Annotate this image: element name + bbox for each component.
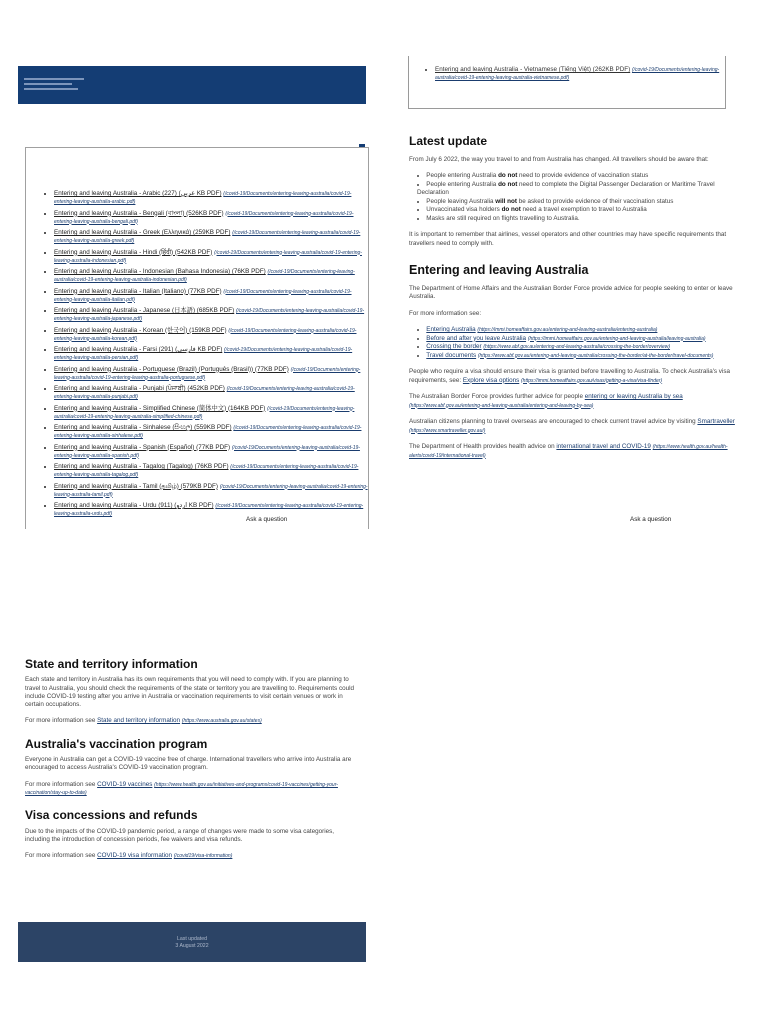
health-text: The Department of Health provides health advice on: [409, 443, 557, 450]
link-url[interactable]: (/covid-19/Documents/entering-leaving-australia/covid-19-entering-leaving-australia-arabic.pdf): [54, 191, 352, 205]
list-item[interactable]: [54, 249, 368, 265]
list-item[interactable]: [54, 190, 368, 206]
language-list: [26, 190, 368, 518]
language-link[interactable]: Entering and leaving Australia - Hindi (हिंदी) (542KB PDF): [54, 248, 213, 256]
list-item[interactable]: [54, 346, 368, 362]
entering-link[interactable]: Entering Australia: [426, 326, 476, 333]
government-crest-logo[interactable]: [24, 75, 84, 93]
header-banner: [18, 66, 366, 104]
link-url[interactable]: (https://immi.homeaffairs.gov.au/entering-and-leaving-australia/leaving-australia): [527, 335, 706, 342]
list-item: [417, 206, 739, 215]
list-item[interactable]: [54, 288, 368, 304]
entering-link[interactable]: Crossing the border: [426, 343, 482, 350]
link-url[interactable]: (/covid-19/Documents/entering-leaving-australia/covid-19-entering-leaving-australia-vietnamese.pdf): [435, 67, 720, 81]
bullet-text: Unvaccinated visa holders: [426, 206, 502, 213]
link-url[interactable]: (/covid-19/Documents/entering-leaving-australia/covid-19-entering-leaving-australia-korean.pdf): [54, 327, 357, 342]
language-list-panel: [25, 147, 369, 529]
list-item[interactable]: [417, 335, 739, 344]
language-link[interactable]: Entering and leaving Australia - Spanish (Español) (77KB PDF): [54, 443, 231, 451]
bullet-emphasis: do not: [498, 180, 518, 188]
list-item: [417, 198, 739, 207]
international-travel-link[interactable]: international travel and COVID-19: [556, 443, 651, 450]
entering-link[interactable]: Travel documents: [426, 351, 477, 359]
bullet-text: need to provide evidence of vaccination status: [517, 172, 649, 179]
link-url[interactable]: (https://www.health.gov.au/initiatives-and-programs/covid-19-vaccines/getting-your-vaccination/stay-up-to-date): [25, 781, 338, 796]
entering-more: For more information see:: [409, 309, 482, 317]
link-url[interactable]: (/covid-19/Documents/entering-leaving-australia/covid-19-entering-leaving-australia-indonesian.pdf): [54, 249, 362, 264]
smart-text: Australian citizens planning to travel overseas are encouraged to check current travel advice by visiting: [409, 418, 698, 425]
language-link[interactable]: Entering and leaving Australia - Tagalog (Tagalog) (76KB PDF): [54, 463, 229, 470]
link-url[interactable]: (/covid-19/Documents/entering-leaving-australia/covid-19-entering-leaving-australia-tagalog.pdf): [54, 464, 359, 478]
language-link[interactable]: Entering and leaving Australia - Simplified Chinese (简体中文) (164KB PDF): [54, 404, 266, 412]
language-link[interactable]: Entering and leaving Australia - Bengali (বাংলা) (526KB PDF): [54, 209, 224, 217]
footer: [18, 922, 366, 962]
smartraveller-paragraph: [409, 418, 739, 435]
entering-links-list: [409, 326, 739, 360]
list-item[interactable]: [54, 385, 368, 401]
vaccination-more: [25, 781, 355, 798]
link-url[interactable]: (https://www.abf.gov.au/entering-and-leaving-australia/crossing-the-border/overview): [483, 344, 671, 350]
list-item[interactable]: [54, 229, 368, 245]
link-url[interactable]: (/covid-19/Documents/entering-leaving-australia/covid-19-entering-leaving-australia-portuguese.pdf): [54, 366, 361, 381]
link-url[interactable]: (/covid-19/Documents/entering-leaving-australia/covid-19-entering-leaving-australia-persian.pdf): [54, 347, 353, 361]
list-item[interactable]: [417, 343, 739, 352]
language-link[interactable]: Entering and leaving Australia - Tamil (தமிழ்) (579KB PDF): [54, 482, 218, 490]
entering-heading: Entering and leaving Australia: [409, 263, 589, 277]
bullet-text: People leaving Australia: [426, 197, 496, 205]
more-text: For more information see: [25, 852, 98, 860]
language-link[interactable]: Entering and leaving Australia - Portuguese (Brazil) (Português (Brasil)) (77KB PDF): [54, 365, 289, 373]
link-url[interactable]: (/covid-19/Documents/entering-leaving-australia/covid-19-entering-leaving-australia-sinhalese.pdf): [54, 425, 362, 439]
list-item[interactable]: [435, 66, 725, 82]
explore-visa-link[interactable]: Explore visa options: [462, 376, 520, 384]
latest-update-note: It is important to remember that airlines, vessel operators and other countries may have specific requirements that travellers need to comply with.: [409, 231, 727, 247]
smartraveller-link[interactable]: Smartraveller: [697, 418, 735, 425]
visa-paragraph: [409, 368, 739, 385]
language-link[interactable]: Entering and leaving Australia - Greek (Ελληνικά) (259KB PDF): [54, 229, 231, 236]
list-item[interactable]: [54, 366, 368, 382]
list-item[interactable]: [54, 405, 368, 421]
link-url[interactable]: (https://www.smartraveller.gov.au/): [409, 427, 486, 434]
link-url[interactable]: (/covid-19/Documents/entering-leaving-australia/covid-19-entering-leaving-australia-simplified-chinese.pdf): [54, 405, 355, 420]
health-paragraph: [409, 443, 739, 460]
link-url[interactable]: (https://www.abf.gov.au/entering-and-leaving-australia/crossing-the-border/at-the-border/travel-documents): [477, 352, 714, 359]
list-item[interactable]: [54, 463, 368, 479]
link-url[interactable]: (/covid-19/Documents/entering-leaving-australia/covid-19-entering-leaving-australia-urdu.pdf): [54, 503, 364, 517]
bullet-text: be asked to provide evidence of their vaccination status: [516, 197, 674, 205]
language-link[interactable]: Entering and leaving Australia - Vietnamese (Tiếng Việt) (262KB PDF): [435, 66, 631, 73]
list-item[interactable]: [54, 327, 368, 343]
language-link[interactable]: Entering and leaving Australia - Sinhalese (සිංහල) (559KB PDF): [54, 424, 232, 431]
visa-concessions-paragraph: Due to the impacts of the COVID-19 pandemic period, a range of changes were made to some visa categories, including the introduction of concession periods, fee waivers and visa refunds.: [25, 827, 335, 843]
latest-update-list: [409, 172, 739, 223]
latest-update-intro: From July 6 2022, the way you travel to and from Australia has changed. All travellers should be aware that:: [409, 155, 709, 163]
main-content-left: [25, 657, 355, 874]
bullet-text: need to complete the Digital Passenger Declaration or Maritime Travel Declaration: [417, 180, 715, 196]
visa-section: [25, 808, 355, 860]
ask-question-button[interactable]: Ask a question: [630, 516, 672, 523]
bullet-text: People entering Australia: [426, 180, 499, 188]
link-url[interactable]: (/covid-19/Documents/entering-leaving-australia/covid-19-entering-leaving-australia-punjabi.pdf): [54, 386, 355, 400]
last-updated-label: Last updated: [177, 936, 207, 942]
link-url[interactable]: (/covid-19/Documents/entering-leaving-australia/covid-19-entering-leaving-australia-greek.pdf): [54, 230, 361, 244]
list-item[interactable]: [54, 210, 368, 226]
visa-heading: Visa concessions and refunds: [25, 808, 198, 823]
more-text: For more information see: [25, 717, 98, 725]
ask-question-button[interactable]: Ask a question: [246, 516, 288, 523]
visa-info-link[interactable]: COVID-19 visa information: [97, 852, 172, 860]
list-item[interactable]: [417, 326, 739, 335]
list-item[interactable]: [54, 483, 368, 499]
last-updated-date: 3 August 2022: [175, 943, 209, 949]
language-link[interactable]: Entering and leaving Australia - Korean (한국어) (159KB PDF): [54, 326, 227, 334]
language-link[interactable]: Entering and leaving Australia - Indonesian (Bahasa Indonesia) (76KB PDF): [54, 268, 266, 275]
state-link[interactable]: State and territory information: [97, 717, 181, 725]
language-link[interactable]: Entering and leaving Australia - Japanese (日本語) (685KB PDF): [54, 307, 235, 314]
more-text: For more information see: [25, 780, 98, 788]
link-url[interactable]: (https://immi.homeaffairs.gov.au/visas/getting-a-visa/visa-finder): [521, 377, 663, 384]
entering-link[interactable]: Before and after you leave Australia: [426, 334, 527, 342]
vaccination-section: [25, 736, 355, 797]
language-link[interactable]: Entering and leaving Australia - Urdu (911) (اردو KB PDF): [54, 502, 214, 509]
list-item[interactable]: [54, 502, 368, 518]
link-url[interactable]: (https://www.abf.gov.au/entering-and-leaving-australia/entering-and-leaving-by-sea): [409, 402, 594, 409]
state-more: [25, 717, 355, 725]
language-link[interactable]: Entering and leaving Australia - Arabic (227) (عربي KB PDF): [54, 190, 222, 197]
bullet-text: need a travel exemption to travel to Australia: [520, 206, 647, 213]
state-section: [25, 657, 355, 726]
vaccination-heading: Australia's vaccination program: [25, 736, 208, 751]
bullet-emphasis: will not: [495, 197, 517, 205]
link-url[interactable]: (/covid-19/Documents/entering-leaving-australia/covid-19-entering-leaving-australia-bengali.pdf): [54, 210, 354, 225]
list-item[interactable]: [54, 307, 368, 323]
state-heading: State and territory information: [25, 657, 198, 671]
language-link[interactable]: Entering and leaving Australia - Italian (Italiano) (77KB PDF): [54, 287, 222, 295]
link-url[interactable]: (/covid-19/Documents/entering-leaving-australia/covid-19-entering-leaving-australia-spanish.pdf): [54, 444, 360, 459]
bullet-emphasis: do not: [501, 206, 521, 213]
visa-text: People who require a visa should ensure their visa is granted before travelling to Australia. To check Australia's visa requirements, see:: [409, 368, 731, 384]
main-content-right: [409, 134, 739, 468]
list-item[interactable]: [54, 444, 368, 460]
state-paragraph: Each state and territory in Australia has its own requirements that you will need to comply with. If you are planning to travel to Australia, you should check the requirements of the state or territory you are travelling to. Requirements could include COVID-19 testing after you arrive in Australia or vaccination requirements to visit certain venues or work in certain occupations.: [25, 676, 355, 709]
list-item[interactable]: [54, 424, 368, 440]
list-item: [417, 172, 739, 181]
vaccines-link[interactable]: COVID-19 vaccines: [97, 780, 153, 788]
abf-paragraph: [409, 393, 739, 410]
link-url[interactable]: (/covid-19/Documents/entering-leaving-australia/covid-19-entering-leaving-australia-indonesian.pdf): [54, 269, 355, 283]
link-url[interactable]: (/covid19/visa-information): [173, 853, 233, 860]
latest-update-heading: Latest update: [409, 134, 488, 148]
by-sea-link[interactable]: entering or leaving Australia by sea: [584, 393, 683, 400]
abf-text: The Australian Border Force provides further advice for people: [409, 393, 585, 400]
language-list-continued: [408, 56, 726, 109]
language-link[interactable]: Entering and leaving Australia - Farsi (291) (فارسی KB PDF): [54, 346, 223, 353]
vaccination-paragraph: Everyone in Australia can get a COVID-19 vaccine free of charge. International travellers who arrive into Australia are encouraged to access Australia's COVID-19 vaccination program.: [25, 756, 352, 772]
list-item[interactable]: [54, 268, 368, 284]
list-item: [417, 181, 739, 198]
link-url[interactable]: (https://immi.homeaffairs.gov.au/entering-and-leaving-australia/entering-australia): [477, 327, 658, 333]
link-url[interactable]: (https://www.australia.gov.au/states): [181, 718, 262, 725]
bullet-text: Masks are still required on flights travelling to Australia.: [426, 214, 580, 222]
link-url[interactable]: (/covid-19/Documents/entering-leaving-australia/covid-19-entering-leaving-australia-italian.pdf): [54, 288, 352, 303]
entering-intro: The Department of Home Affairs and the Australian Border Force provide advice for people seeking to enter or leave Australia.: [409, 284, 733, 300]
link-url[interactable]: (/covid-19/Documents/entering-leaving-australia/covid-19-entering-leaving-australia-japanese.pdf): [54, 308, 365, 322]
language-link[interactable]: Entering and leaving Australia - Punjabi (ਪੰਜਾਬੀ) (452KB PDF): [54, 385, 225, 392]
link-url[interactable]: (/covid-19/Documents/entering-leaving-australia/covid-19-entering-leaving-australia-tamil.pdf): [54, 483, 368, 498]
bullet-emphasis: do not: [498, 172, 518, 179]
visa-more: [25, 852, 355, 860]
link-url[interactable]: (https://www.health.gov.au/health-alerts/covid-19/international-travel): [409, 444, 728, 459]
list-item[interactable]: [417, 352, 739, 361]
bullet-text: People entering Australia: [426, 172, 499, 179]
list-item: [417, 215, 739, 224]
